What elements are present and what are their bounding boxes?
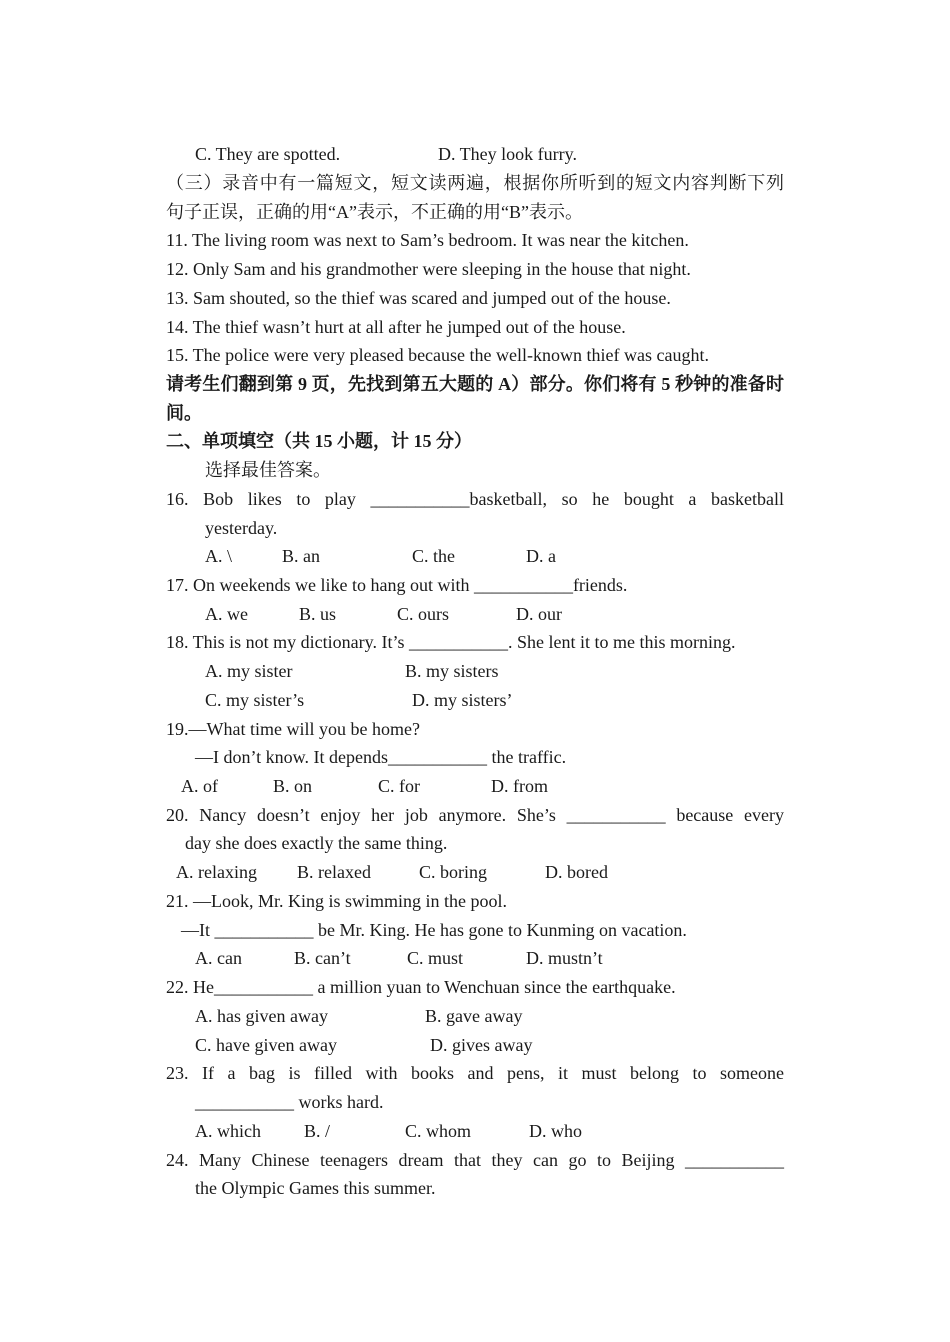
q21-stem-line2: —It ___________ be Mr. King. He has gone to Kunming on vacation. bbox=[181, 920, 687, 940]
q23-option-b: B. / bbox=[304, 1121, 331, 1141]
statement-12: 12. Only Sam and his grandmother were sleeping in the house that night. bbox=[166, 259, 691, 279]
q18-stem: 18. This is not my dictionary. It’s ___________. She lent it to me this morning. bbox=[166, 632, 736, 652]
q24-stem-line2: the Olympic Games this summer. bbox=[195, 1178, 436, 1198]
q21-option-d: D. mustn’t bbox=[526, 948, 603, 968]
q19-stem-line1: 19.—What time will you be home? bbox=[166, 719, 420, 739]
q21-option-c: C. must bbox=[407, 948, 464, 968]
q16-stem-line1: 16. Bob likes to play ___________basketball, so he bought a basketball bbox=[166, 489, 784, 509]
statement-14: 14. The thief wasn’t hurt at all after he jumped out of the house. bbox=[166, 317, 626, 337]
q19-option-b: B. on bbox=[273, 776, 313, 796]
q24-stem-line1: 24. Many Chinese teenagers dream that they can go to Beijing ___________ bbox=[166, 1150, 784, 1170]
q20-option-a: A. relaxing bbox=[176, 862, 257, 882]
q19-stem-line2: —I don’t know. It depends___________ the traffic. bbox=[195, 747, 567, 767]
q20-option-b: B. relaxed bbox=[297, 862, 371, 882]
q22-option-c: C. have given away bbox=[195, 1035, 337, 1055]
q16-option-c: C. the bbox=[412, 546, 455, 566]
q20-option-c: C. boring bbox=[419, 862, 488, 882]
q22-stem: 22. He___________ a million yuan to Wenchuan since the earthquake. bbox=[166, 977, 676, 997]
q18-option-b: B. my sisters bbox=[405, 661, 499, 681]
q20-option-d: D. bored bbox=[545, 862, 608, 882]
section3-instruction-line1: （三）录音中有一篇短文，短文读两遍，根据你所听到的短文内容判断下列 bbox=[166, 173, 784, 193]
statement-11: 11. The living room was next to Sam’s bedroom. It was near the kitchen. bbox=[166, 230, 689, 250]
q16-option-b: B. an bbox=[282, 546, 320, 566]
q18-option-c: C. my sister’s bbox=[205, 690, 305, 710]
q16-option-d: D. a bbox=[526, 546, 556, 566]
q17-option-a: A. we bbox=[205, 604, 248, 624]
q16-option-a: A. \ bbox=[205, 546, 232, 566]
q10-option-d: D. They look furry. bbox=[438, 144, 577, 164]
notice-line2: 间。 bbox=[166, 403, 202, 423]
statement-15: 15. The police were very pleased because the well-known thief was caught. bbox=[166, 345, 709, 365]
q19-option-a: A. of bbox=[181, 776, 218, 796]
q19-option-d: D. from bbox=[491, 776, 548, 796]
part2-instruction: 选择最佳答案。 bbox=[205, 460, 331, 480]
q23-option-d: D. who bbox=[529, 1121, 582, 1141]
q22-option-a: A. has given away bbox=[195, 1006, 328, 1026]
q21-option-a: A. can bbox=[195, 948, 242, 968]
q19-option-c: C. for bbox=[378, 776, 420, 796]
section3-instruction-line2: 句子正误，正确的用“A”表示，不正确的用“B”表示。 bbox=[166, 202, 583, 222]
q23-option-c: C. whom bbox=[405, 1121, 472, 1141]
q22-option-b: B. gave away bbox=[425, 1006, 523, 1026]
q10-option-c: C. They are spotted. bbox=[195, 144, 341, 164]
notice-line1: 请考生们翻到第 9 页，先找到第五大题的 A）部分。你们将有 5 秒钟的准备时 bbox=[166, 374, 784, 394]
part2-heading: 二、单项填空（共 15 小题，计 15 分） bbox=[166, 431, 472, 451]
q17-option-d: D. our bbox=[516, 604, 562, 624]
q21-stem-line1: 21. —Look, Mr. King is swimming in the pool. bbox=[166, 891, 508, 911]
q23-stem-line2: ___________ works hard. bbox=[195, 1092, 384, 1112]
q20-stem-line2: day she does exactly the same thing. bbox=[185, 833, 448, 853]
q17-option-b: B. us bbox=[299, 604, 337, 624]
q20-stem-line1: 20. Nancy doesn’t enjoy her job anymore. She’s ___________ because every bbox=[166, 805, 784, 825]
q23-stem-line1: 23. If a bag is filled with books and pens, it must belong to someone bbox=[166, 1063, 784, 1083]
q17-option-c: C. ours bbox=[397, 604, 450, 624]
q23-option-a: A. which bbox=[195, 1121, 261, 1141]
q22-option-d: D. gives away bbox=[430, 1035, 533, 1055]
q18-option-d: D. my sisters’ bbox=[412, 690, 513, 710]
q17-stem: 17. On weekends we like to hang out with ___________friends. bbox=[166, 575, 628, 595]
q16-stem-line2: yesterday. bbox=[205, 518, 278, 538]
statement-13: 13. Sam shouted, so the thief was scared and jumped out of the house. bbox=[166, 288, 671, 308]
q21-option-b: B. can’t bbox=[294, 948, 351, 968]
q18-option-a: A. my sister bbox=[205, 661, 293, 681]
